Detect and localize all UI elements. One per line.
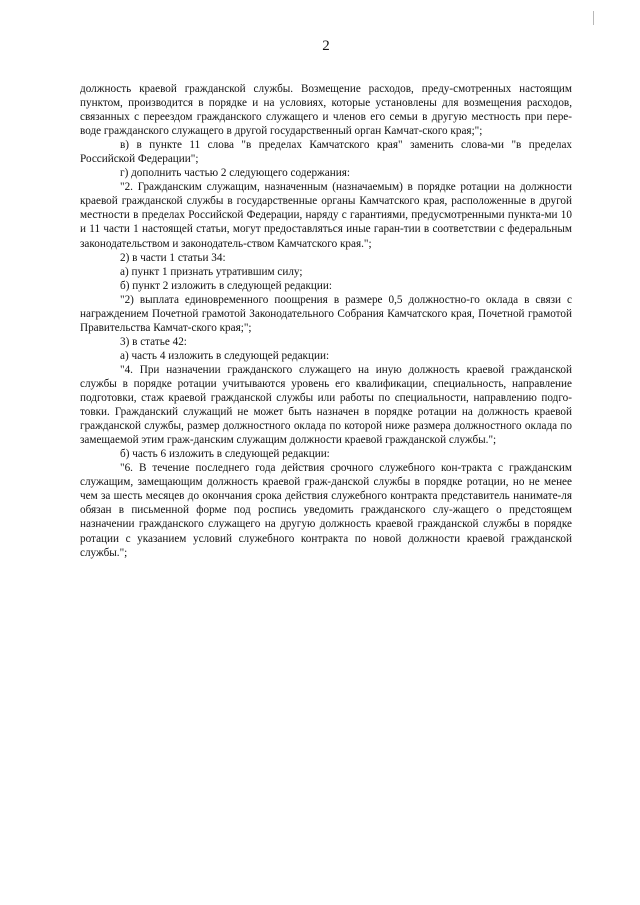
paragraph: "6. В течение последнего года действия срочного служебного кон-тракта с гражданским служащим, замещающим должность краевой граж-данской службы в порядке ротации, но не менее чем за шесть месяцев до окончания срока действия служебного контракта представитель нанимате-ля обязан в письменной форме под роспись уведомить гражданского слу-жащего о предстоящем назначении гражданского служащего на другую должность краевой гражданской службы в порядке ротации с указанием условий служебного контракта по новой должности краевой гражданской службы."; bbox=[80, 462, 572, 559]
paragraph: а) пункт 1 признать утратившим силу; bbox=[120, 265, 303, 278]
document-body bbox=[80, 82, 572, 560]
paragraph: "2. Гражданским служащим, назначенным (назначаемым) в порядке ротации на должности краевой гражданской службы в государственные органы Камчатского края, расположенные в другой местности в пределах Российской Федерации, наряду с гарантиями, предусмотренными пункта-ми 10 и 11 части 1 настоящей статьи, могут предоставляться иные гаран-тии в соответствии с федеральным законодательством и законодатель-ством Камчатского края."; bbox=[80, 181, 572, 250]
page-number: 2 bbox=[322, 38, 330, 54]
scan-mark bbox=[593, 11, 594, 25]
paragraph: б) пункт 2 изложить в следующей редакции: bbox=[120, 279, 332, 292]
paragraph: 3) в статье 42: bbox=[120, 335, 187, 348]
paragraph: должность краевой гражданской службы. Возмещение расходов, преду-смотренных настоящим пунктом, производится в порядке и на условиях, которые установлены для возмещения расходов, связанных с переездом гражданского служащего и членов его семьи в другую местность при пере-воде гражданского служащего в другой государственный орган Камчат-ского края;"; bbox=[80, 83, 572, 138]
paragraph: 2) в части 1 статьи 34: bbox=[120, 251, 226, 264]
paragraph: а) часть 4 изложить в следующей редакции: bbox=[120, 349, 330, 362]
paragraph: "2) выплата единовременного поощрения в размере 0,5 должностно-го оклада в связи с награждением Почетной грамотой Законодательного Собрания Камчатского края, Почетной грамотой Правительства Камчат-ского края;"; bbox=[80, 293, 572, 334]
paragraph: б) часть 6 изложить в следующей редакции: bbox=[120, 448, 330, 461]
paragraph: г) дополнить частью 2 следующего содержания: bbox=[120, 167, 350, 180]
paragraph: "4. При назначении гражданского служащего на иную должность краевой гражданской службы в порядке ротации учитываются уровень его квалификации, специальность, направление подготовки, стаж краевой гражданской службы или работы по специальности, направлению подго-товки. Гражданский служащий не может быть назначен в порядке ротации на должность краевой гражданской службы, размер должностного оклада по которой ниже размера должностного оклада по замещаемой этим граж-данским служащим должности краевой гражданской службы."; bbox=[80, 363, 572, 447]
paragraph: в) в пункте 11 слова "в пределах Камчатского края" заменить слова-ми "в пределах Российской Федерации"; bbox=[80, 139, 572, 166]
